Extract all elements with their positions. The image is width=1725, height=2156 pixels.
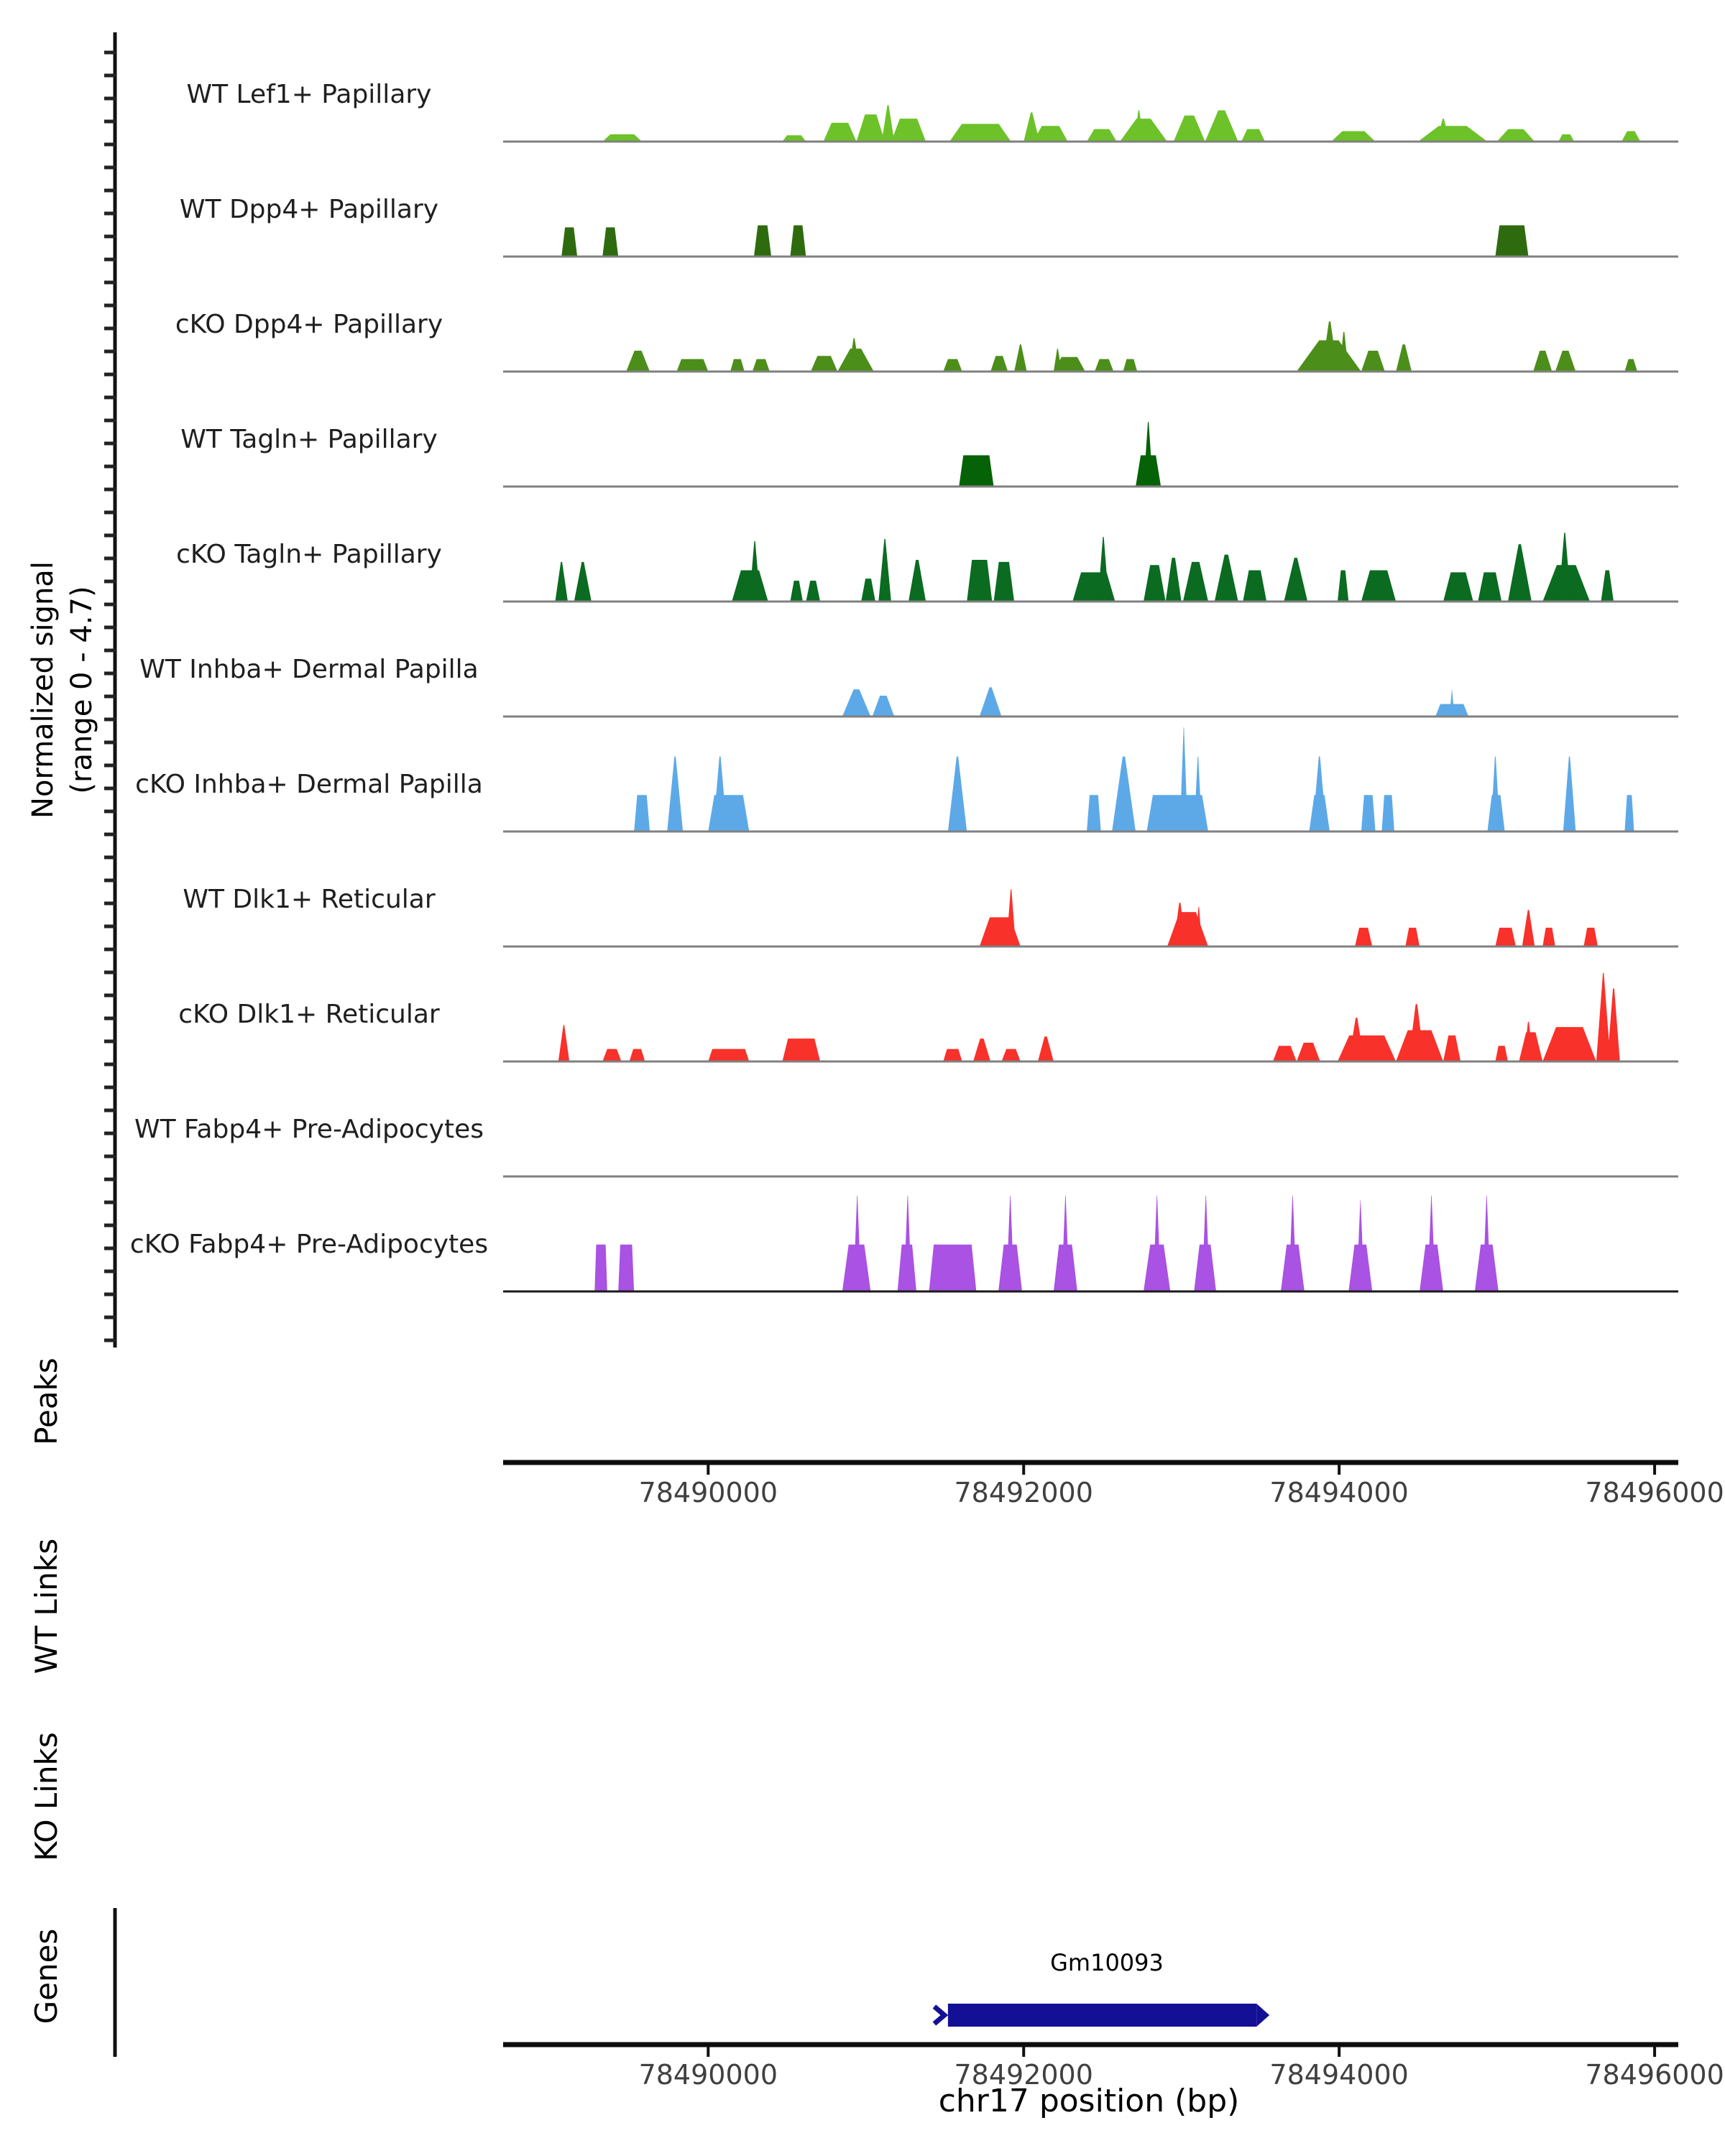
signal-peak (891, 119, 926, 142)
y-axis-title (24, 367, 103, 1013)
signal-peak (980, 687, 1002, 717)
signal-peak (811, 356, 837, 372)
peaks-axis-tick-label: 78494000 (1269, 1477, 1409, 1508)
track-label-cko-dpp4: cKO Dpp4+ Papillary (175, 310, 443, 339)
signal-peak (1038, 1036, 1054, 1061)
signal-peak (1497, 129, 1535, 142)
signal-peak (1495, 1046, 1508, 1061)
signal-peak (1533, 351, 1552, 372)
gene-arrowhead-icon (1256, 2004, 1269, 2027)
signal-peak (602, 1049, 621, 1061)
signal-peak (634, 795, 650, 831)
signal-peak (903, 1196, 911, 1291)
x-axis-title: chr17 position (bp) (938, 2083, 1240, 2119)
genome-axis-tick-label: 78496000 (1585, 2059, 1724, 2091)
signal-peak (1427, 1196, 1435, 1291)
signal-peak (555, 562, 568, 602)
section-label-ko-links: KO Links (29, 1732, 64, 1861)
signal-peak (1284, 558, 1307, 602)
track-label-wt-lef1: WT Lef1+ Papillary (186, 80, 432, 109)
signal-peak (929, 1245, 977, 1291)
signal-peak (1144, 565, 1166, 602)
signal-peak (1381, 795, 1394, 831)
signal-peak (730, 359, 745, 372)
signal-peak (1495, 226, 1528, 257)
signal-peak (1289, 1196, 1297, 1291)
signal-peak (1478, 572, 1501, 602)
signal-peak (1396, 344, 1412, 372)
signal-peak (1450, 689, 1455, 717)
signal-peak (602, 227, 618, 257)
signal-peak (1563, 757, 1576, 831)
gene-strand-chevron-icon (934, 2007, 944, 2024)
signal-peak (594, 1245, 607, 1291)
track-label-wt-dlk1: WT Dlk1+ Reticular (183, 885, 436, 914)
signal-peak (973, 1038, 990, 1061)
signal-peak (1033, 126, 1067, 142)
signal-peak (1624, 795, 1634, 831)
signal-peak (853, 1196, 861, 1291)
signal-peak (1483, 1196, 1491, 1291)
signal-peak (857, 114, 886, 142)
signal-peak (1361, 351, 1385, 372)
signal-peak (1491, 757, 1500, 831)
signal-peak (602, 134, 642, 142)
signal-peak (782, 1038, 820, 1061)
track-label-cko-fabp4: cKO Fabp4+ Pre-Adipocytes (129, 1230, 489, 1259)
signal-peak (994, 562, 1015, 602)
signal-peak (949, 124, 1011, 142)
signal-peak (1006, 1196, 1014, 1291)
signal-peak (878, 539, 891, 602)
signal-peak (1601, 571, 1614, 602)
signal-peak (1002, 1049, 1021, 1061)
signal-peak (1179, 727, 1187, 831)
signal-peak (1522, 910, 1535, 946)
track-label-wt-inhba: WT Inhba+ Dermal Papilla (139, 655, 479, 684)
signal-peak (1273, 1046, 1297, 1061)
signal-peak (806, 581, 820, 602)
signal-peak (561, 227, 577, 257)
signal-peak (630, 1049, 645, 1061)
signal-peak (1087, 795, 1101, 831)
signal-peak (1361, 795, 1376, 831)
signal-peak (842, 689, 871, 717)
signal-peak (1205, 111, 1238, 142)
track-label-wt-dpp4: WT Dpp4+ Papillary (179, 195, 439, 224)
signal-peak (1167, 912, 1208, 946)
signal-peak (967, 560, 992, 602)
signal-peak (1542, 928, 1555, 946)
signal-peak (1166, 558, 1182, 602)
signal-peak (1183, 562, 1208, 602)
signal-peak (1624, 359, 1637, 372)
signal-peak (1418, 126, 1488, 142)
section-label-wt-links: WT Links (29, 1538, 64, 1674)
signal-peak (908, 560, 926, 602)
signal-peak (943, 359, 962, 372)
signal-peak (959, 456, 993, 487)
signal-peak (626, 351, 650, 372)
signal-peak (948, 757, 967, 831)
signal-peak (1215, 555, 1238, 602)
gene-name-label: Gm10093 (1050, 1949, 1164, 1976)
genome-axis-tick-label: 78492000 (954, 2059, 1093, 2091)
signal-peak (1555, 351, 1576, 372)
signal-peak (1596, 973, 1611, 1061)
signal-peak (1202, 1196, 1210, 1291)
signal-peak (1072, 572, 1115, 602)
signal-peak (790, 226, 806, 257)
signal-peak (708, 1049, 749, 1061)
signal-peak (1508, 544, 1532, 602)
track-label-cko-dlk1: cKO Dlk1+ Reticular (178, 1000, 440, 1029)
signal-peak (1495, 928, 1516, 946)
signal-peak (1607, 989, 1620, 1062)
signal-peak (1542, 1027, 1596, 1061)
track-label-wt-tagln: WT Tagln+ Papillary (180, 425, 438, 454)
signal-peak (1112, 757, 1136, 831)
genome-axis-tick-label: 78490000 (638, 2059, 778, 2091)
track-label-cko-inhba: cKO Inhba+ Dermal Papilla (135, 770, 483, 799)
signal-peak (1331, 132, 1375, 142)
signal-peak (1622, 132, 1640, 142)
signal-peak (1087, 129, 1117, 142)
signal-peak (1297, 1043, 1320, 1061)
signal-peak (558, 1025, 569, 1061)
track-label-cko-tagln: cKO Tagln+ Papillary (176, 540, 442, 569)
signal-peak (882, 105, 895, 142)
section-label-genes: Genes (29, 1928, 64, 2024)
signal-peak (861, 579, 875, 602)
signal-peak (1123, 359, 1137, 372)
signal-peak (1120, 119, 1167, 142)
signal-peak (1144, 422, 1153, 487)
signal-peak (1062, 1196, 1070, 1291)
gene-body (948, 2004, 1256, 2027)
signal-peak (1312, 757, 1327, 831)
signal-peak (1095, 359, 1113, 372)
signal-peak (1243, 571, 1266, 602)
signal-peak (1174, 116, 1205, 142)
signal-peak (618, 1245, 634, 1291)
signal-peak (574, 562, 592, 602)
signal-peak (1355, 928, 1372, 946)
signal-peak (676, 359, 708, 372)
genome-axis-tick-label: 78494000 (1269, 2059, 1409, 2091)
section-label-peaks: Peaks (29, 1358, 64, 1445)
signal-peak (667, 757, 683, 831)
y-axis-title-line2: (range 0 - 4.7) (65, 586, 98, 794)
signal-peak (753, 359, 770, 372)
signal-peak (754, 226, 771, 257)
signal-peak (1583, 928, 1598, 946)
signal-peak (1443, 572, 1473, 602)
signal-peak (1443, 1036, 1460, 1061)
signal-peak (1014, 344, 1027, 372)
signal-peak (1153, 1196, 1161, 1291)
signal-peak (1361, 571, 1396, 602)
signal-peak (824, 123, 857, 142)
peaks-axis-tick-label: 78496000 (1585, 1477, 1724, 1508)
signal-peak (943, 1049, 962, 1061)
signal-peak (1098, 537, 1108, 602)
signal-peak (1558, 134, 1574, 142)
signal-peak (873, 696, 895, 717)
signal-peak (990, 356, 1008, 372)
peaks-axis-tick-label: 78492000 (954, 1477, 1093, 1508)
signal-peak (1241, 129, 1265, 142)
peaks-axis-tick-label: 78490000 (638, 1477, 778, 1508)
y-axis-title-line1: Normalized signal (27, 561, 60, 819)
signal-peak (1194, 757, 1202, 831)
signal-peak (713, 757, 727, 831)
signal-peak (790, 581, 803, 602)
signal-peak (1338, 571, 1348, 602)
signal-peak (1338, 1036, 1396, 1061)
signal-peak (1405, 928, 1420, 946)
track-label-wt-fabp4: WT Fabp4+ Pre-Adipocytes (134, 1115, 484, 1144)
